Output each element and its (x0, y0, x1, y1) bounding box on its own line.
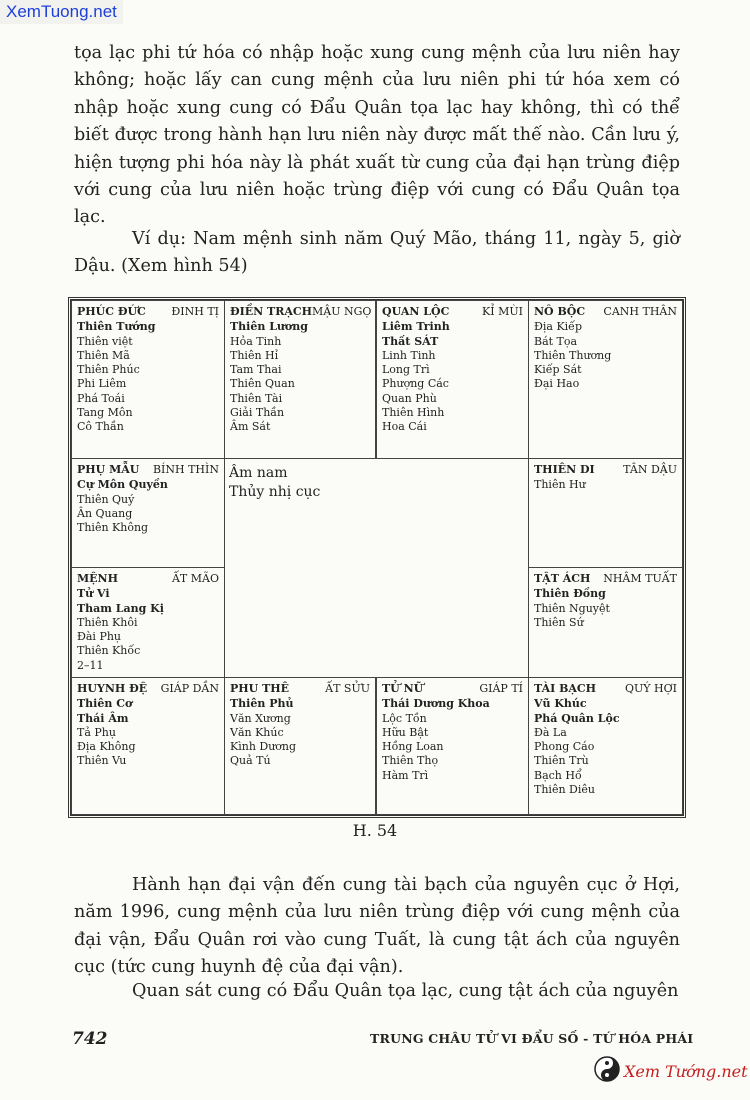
star-entry: Hồng Loan (382, 740, 444, 754)
palace-header (77, 682, 219, 696)
palace-header (534, 572, 677, 586)
star-entry: Thiên Tướng (77, 320, 156, 334)
star-entry: Quan Phù (382, 391, 437, 405)
palace-name: PHU THÊ (230, 682, 290, 695)
palace-branch: ẤT MÃO (171, 572, 219, 585)
star-entry: Thiên Mã (77, 348, 130, 362)
palace-branch: GIÁP DẦN (160, 682, 219, 695)
star-entry: Phá Quân Lộc (534, 711, 620, 725)
palace-branch: GIÁP TÍ (479, 682, 523, 695)
chart-center-line-2: Thủy nhị cục (229, 484, 321, 500)
star-entry: Âm Sát (230, 420, 271, 434)
palace-cell-huynh-de (71, 677, 225, 815)
star-entry: Thiên Hỉ (230, 348, 279, 362)
figure-caption: H. 54 (352, 821, 398, 840)
palace-header (382, 305, 523, 319)
star-entry: Thái Dương Khoa (382, 697, 490, 711)
star-entry: Thiên Tài (230, 391, 283, 405)
logo-text: Xem Tướng.net (624, 1061, 748, 1081)
palace-name: TẬT ÁCH (534, 572, 591, 585)
running-title: TRUNG CHÂU TỬ VI ĐẨU SỐ - TỨ HÓA PHÁI (370, 1031, 694, 1046)
star-entry: Thiên Thọ (382, 754, 439, 768)
palace-cell-menh (71, 567, 225, 678)
palace-branch: QUÝ HỢI (624, 682, 677, 695)
star-entry: Thiên Phúc (77, 363, 140, 377)
star-entry: Thiên Hình (382, 406, 445, 420)
star-entry: Giải Thần (230, 406, 285, 420)
star-entry: Thiên Khốc (77, 644, 141, 658)
star-entry: Thiên Phủ (230, 697, 294, 711)
star-entry: Liêm Trinh (382, 320, 450, 334)
yin-yang-icon (594, 1056, 620, 1086)
star-entry: Đài Phụ (77, 630, 122, 644)
palace-header (534, 682, 677, 696)
star-entry: Thái Âm (77, 711, 129, 725)
star-entry: Phong Cáo (534, 740, 595, 754)
palace-name: THIÊN DI (534, 463, 595, 476)
palace-cell-thien-di (528, 458, 683, 568)
palace-header (77, 572, 219, 586)
body-paragraph-3: Hành hạn đại vận đến cung tài bạch của nguyên cục ở Hợi, năm 1996, cung mệnh của lưu niên trùng điệp với cung mệnh của đại vận, Đẩu Quân rơi vào cung Tuất, là cung tật ách của nguyên cục (tức cung huynh đệ của đại vận). (74, 875, 680, 978)
chart-center-info (223, 458, 528, 677)
palace-branch: CANH THÂN (603, 305, 677, 318)
palace-header (534, 305, 677, 319)
palace-branch: ẤT SỬU (325, 682, 370, 695)
palace-cell-tu-nu (376, 677, 529, 815)
star-entry: Thiên Sứ (534, 615, 584, 629)
star-entry: Đà La (534, 725, 567, 739)
palace-cell-dien-trach (224, 300, 376, 459)
star-entry: Cự Môn Quyền (77, 478, 168, 492)
star-entry: Thiên Đồng (534, 587, 606, 601)
star-entry: Linh Tinh (382, 348, 436, 362)
palace-name: ĐIỀN TRẠCH (230, 305, 313, 318)
star-entry: Tam Thai (230, 363, 282, 377)
star-entry: Tang Môn (77, 406, 133, 420)
star-entry: Tả Phụ (77, 725, 116, 739)
star-entry: Cô Thần (77, 420, 124, 434)
body-paragraph-2: Ví dụ: Nam mệnh sinh năm Quý Mão, tháng 11, ngày 5, giờ Dậu. (Xem hình 54) (74, 229, 680, 277)
star-entry: Thất SÁT (382, 334, 439, 348)
star-entry: Thiên Diêu (534, 783, 595, 797)
star-entry: Quả Tú (230, 754, 271, 768)
star-entry: Ân Quang (77, 506, 133, 520)
palace-branch: NHÂM TUẤT (603, 572, 677, 585)
palace-name: HUYNH ĐỆ (77, 682, 148, 695)
palace-branch: BÍNH THÌN (152, 463, 219, 476)
star-entry: Thiên Trù (534, 754, 589, 768)
star-entry: Thiên Không (77, 521, 149, 535)
star-entry: Địa Không (77, 740, 136, 754)
palace-cell-phu-mau (71, 458, 225, 568)
palace-cell-phu-the (224, 677, 376, 815)
palace-header (382, 682, 523, 696)
star-entry: Văn Xương (230, 711, 291, 725)
star-entry: Thiên Khôi (77, 615, 138, 629)
palace-branch: ĐINH TỊ (171, 305, 219, 318)
star-entry: Hoa Cái (382, 420, 427, 434)
star-entry: Hàm Trì (382, 768, 429, 782)
palace-cell-tai-bach (528, 677, 683, 815)
page-number: 742 (72, 1029, 108, 1049)
palace-name: QUAN LỘC (382, 305, 450, 318)
star-entry: Văn Khúc (230, 725, 284, 739)
star-entry: Tử Vi (77, 587, 110, 601)
body-paragraph-1: tọa lạc phi tứ hóa có nhập hoặc xung cung mệnh của lưu niên hay không; hoặc lấy can cung mệnh của lưu niên phi tứ hóa xem có nhập hoặc xung cung có Đẩu Quân tọa lạc hay không, thì có thể biết được trong hành hạn lưu niên này được mất thế nào. Cần lưu ý, hiện tượng phi hóa này là phát xuất từ cung của đại hạn trùng điệp với cung của lưu niên hoặc trùng điệp với cung có Đẩu Quân tọa lạc. (74, 43, 680, 228)
palace-branch: TÂN DẬU (623, 463, 677, 476)
palace-header (77, 463, 219, 477)
site-logo (594, 1056, 748, 1086)
palace-name: TỬ NỮ (382, 682, 424, 695)
star-entry: Thiên Quý (77, 492, 135, 506)
palace-header (230, 305, 370, 319)
star-entry: 2–11 (77, 658, 104, 672)
palace-name: PHÚC ĐỨC (77, 305, 146, 318)
star-entry: Thiên Thương (534, 348, 612, 362)
star-entry: Hữu Bật (382, 725, 429, 739)
palace-cell-quan-loc (376, 300, 529, 459)
star-entry: Kiếp Sát (534, 363, 582, 377)
star-entry: Tham Lang Kị (77, 601, 164, 615)
star-entry: Thiên Lương (230, 320, 308, 334)
star-entry: Phượng Các (382, 377, 449, 391)
star-entry: Thiên Nguyệt (534, 601, 610, 615)
star-entry: Lộc Tồn (382, 711, 427, 725)
chart-center-line-1: Âm nam (229, 465, 288, 481)
star-entry: Kình Dương (230, 740, 297, 754)
star-entry: Bạch Hổ (534, 768, 582, 782)
palace-header (230, 682, 370, 696)
site-watermark-tag[interactable]: XemTuong.net (0, 0, 123, 24)
palace-cell-phuc-duc (71, 300, 225, 459)
star-entry: Thiên Hư (534, 478, 586, 492)
palace-branch: KỈ MÙI (482, 305, 523, 318)
body-paragraph-4: Quan sát cung có Đẩu Quân tọa lạc, cung tật ách của nguyên (132, 981, 679, 1001)
palace-cell-tat-ach (528, 567, 683, 678)
star-entry: Thiên Vu (77, 754, 127, 768)
palace-name: TÀI BẠCH (534, 682, 597, 695)
palace-name: PHỤ MẪU (77, 463, 140, 476)
star-entry: Phá Toái (77, 391, 125, 405)
palace-branch: MẬU NGỌ (312, 305, 372, 318)
palace-cell-no-boc (528, 300, 683, 459)
star-entry: Thiên Cơ (77, 697, 133, 711)
star-entry: Thiên Quan (230, 377, 295, 391)
star-entry: Phi Liêm (77, 377, 127, 391)
star-entry: Vũ Khúc (534, 697, 587, 711)
palace-header (534, 463, 677, 477)
palace-header (77, 305, 219, 319)
star-entry: Hỏa Tinh (230, 334, 282, 348)
star-entry: Địa Kiếp (534, 320, 582, 334)
star-entry: Đại Hao (534, 377, 580, 391)
star-entry: Long Trì (382, 363, 430, 377)
star-entry: Bát Tọa (534, 334, 578, 348)
palace-name: MỆNH (77, 572, 119, 585)
star-entry: Thiên việt (77, 334, 133, 348)
palace-name: NÔ BỘC (534, 305, 586, 318)
horoscope-chart (68, 297, 686, 818)
